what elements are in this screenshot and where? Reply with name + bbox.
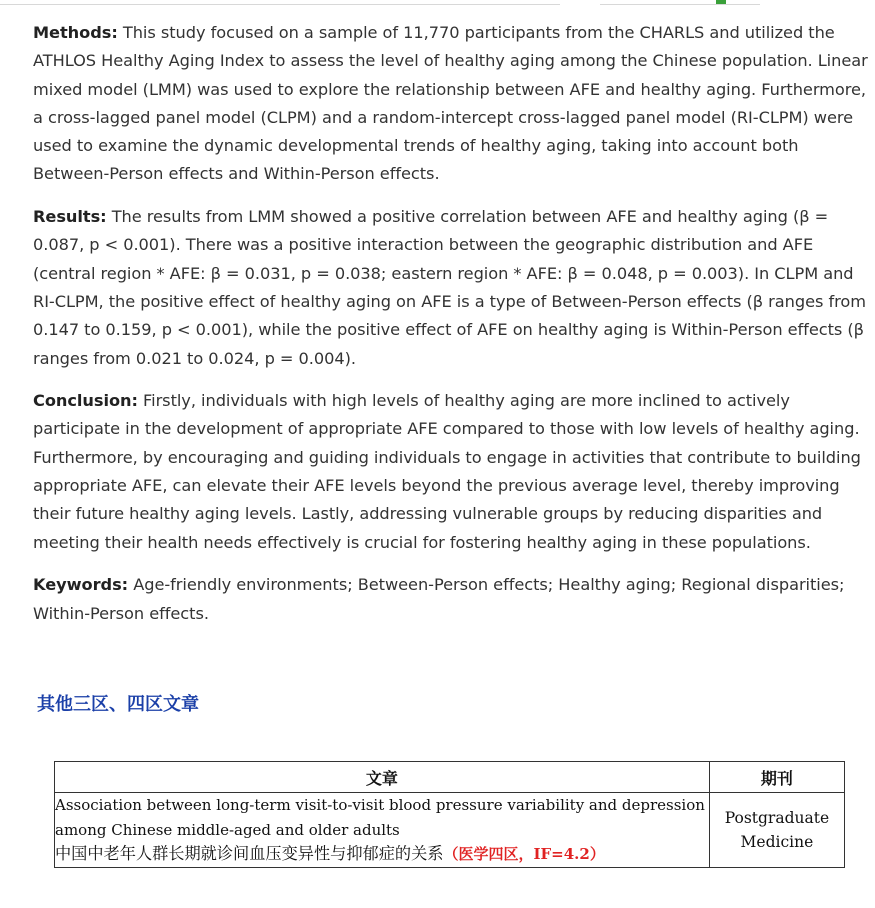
section-heading: 其他三区、四区文章	[37, 694, 199, 715]
abstract-body	[33, 19, 873, 642]
article-title-cn: 中国中老年人群长期就诊间血压变异性与抑郁症的关系	[55, 844, 444, 863]
results-paragraph	[33, 203, 873, 373]
keywords-paragraph	[33, 571, 873, 628]
conclusion-paragraph	[33, 387, 873, 557]
methods-text: This study focused on a sample of 11,770 participants from the CHARLS and utilized the ATHLOS Healthy Aging Index to assess the level of healthy aging among the Chinese population. Linear mixed model (LMM) was used to explore the relationship between AFE and healthy aging. Furthermore, a cross-lagged panel model (CLPM) and a random-intercept cross-lagged panel model (RI-CLPM) were used to examine the dynamic developmental trends of healthy aging, taking into account both Between-Person effects and Within-Person effects.	[33, 23, 868, 184]
article-cell	[55, 793, 710, 868]
article-column-header: 文章	[55, 762, 710, 793]
articles-table	[54, 761, 845, 868]
article-title-cn-line	[55, 842, 709, 867]
journal-cell	[709, 793, 844, 868]
article-title-en-line1: Association between long-term visit-to-visit blood pressure variability and depression	[55, 796, 705, 814]
clipped-text-remnant	[0, 0, 560, 5]
clipped-green-icon	[716, 0, 726, 4]
top-clipped-bar	[0, 0, 875, 10]
journal-name-line2: Medicine	[740, 832, 814, 851]
journal-column-header: 期刊	[709, 762, 844, 793]
table-row	[55, 793, 845, 868]
article-title-en-line2: among Chinese middle-aged and older adults	[55, 820, 400, 839]
table-header-row	[55, 762, 845, 793]
article-ranking-tag: （医学四区，IF=4.2）	[443, 845, 605, 863]
results-text: The results from LMM showed a positive correlation between AFE and healthy aging (β = 0.087, p < 0.001). There was a positive interaction between the geographic distribution and AFE (central region * AFE: β = 0.031, p = 0.038; eastern region * AFE: β = 0.048, p = 0.003). In CLPM and RI-CLPM, the positive effect of healthy aging on AFE is a type of Between-Person effects (β ranges from 0.147 to 0.159, p < 0.001), while the positive effect of AFE on healthy aging is Within-Person effects (β ranges from 0.021 to 0.024, p = 0.004).	[33, 207, 866, 368]
methods-paragraph	[33, 19, 873, 189]
conclusion-label: Conclusion:	[33, 391, 138, 411]
journal-name-line1: Postgraduate	[724, 808, 830, 827]
conclusion-text: Firstly, individuals with high levels of healthy aging are more inclined to actively participate in the development of appropriate AFE compared to those with low levels of healthy aging. Furthermore, by encouraging and guiding individuals to engage in activities that contribute to building appropriate AFE, can elevate their AFE levels beyond the previous average level, thereby improving their future healthy aging levels. Lastly, addressing vulnerable groups by reducing disparities and meeting their health needs effectively is crucial for fostering healthy aging in these populations.	[33, 391, 861, 552]
clipped-toolbar-remnant	[600, 0, 760, 5]
keywords-label: Keywords:	[33, 575, 129, 595]
results-label: Results:	[33, 207, 107, 227]
keywords-text: Age-friendly environments; Between-Person effects; Healthy aging; Regional disparities; Within-Person effects.	[33, 575, 845, 623]
methods-label: Methods:	[33, 23, 118, 42]
